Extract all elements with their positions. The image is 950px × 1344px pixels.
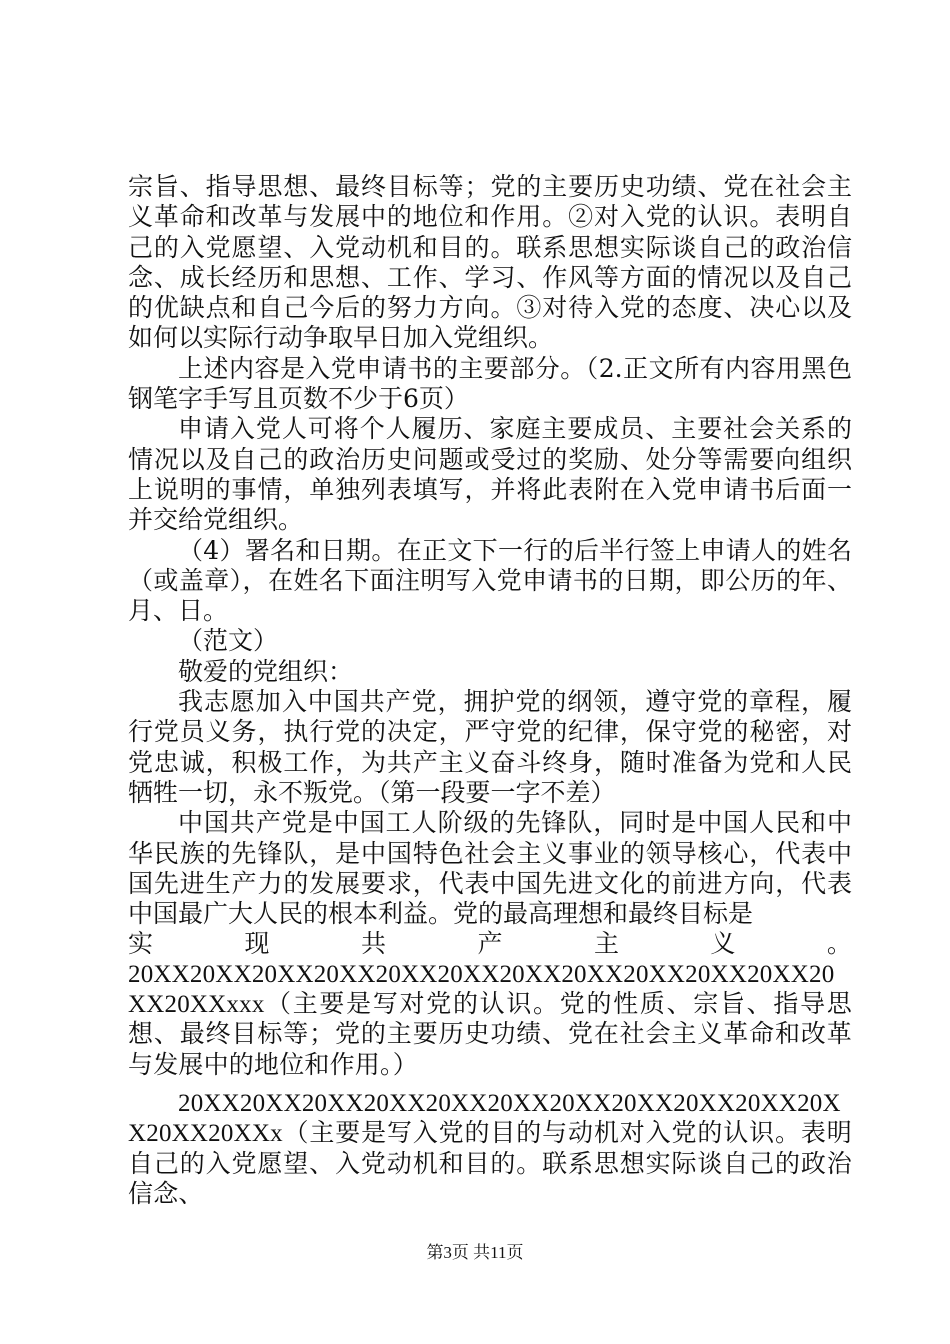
document-body xyxy=(128,172,852,1210)
paragraph-4: （4）署名和日期。在正文下一行的后半行签上申请人的姓名（或盖章），在姓名下面注明写入党申请书的日期，即公历的年、月、日。 xyxy=(128,535,852,626)
spaced-char: 共 xyxy=(360,929,386,959)
paragraph-7: 我志愿加入中国共产党，拥护党的纲领，遵守党的章程，履行党员义务，执行党的决定，严守党的纪律，保守党的秘密，对党忠诚，积极工作，为共产主义奋斗终身，随时准备为党和人民牺牲一切，永不叛党。（第一段要一字不差） xyxy=(128,687,852,807)
spaced-char: 主 xyxy=(593,929,619,959)
spaced-char: 实 xyxy=(128,929,154,959)
paragraph-8-spaced-line xyxy=(128,929,852,959)
paragraph-3: 申请入党人可将个人履历、家庭主要成员、主要社会关系的情况以及自己的政治历史问题或受过的奖励、处分等需要向组织上说明的事情，单独列表填写，并将此表附在入党申请书后面一并交给党组织。 xyxy=(128,414,852,535)
paragraph-1: 宗旨、指导思想、最终目标等；党的主要历史功绩、党在社会主义革命和改革与发展中的地位和作用。②对入党的认识。表明自己的入党愿望、入党动机和目的。联系思想实际谈自己的政治信念、成长经历和思想、工作、学习、作风等方面的情况以及自己的优缺点和自己今后的努力方向。③对待入党的态度、决心以及如何以实际行动争取早日加入党组织。 xyxy=(128,172,852,353)
salutation: 敬爱的党组织： xyxy=(178,656,354,686)
paragraph-8: 中国共产党是中国工人阶级的先锋队，同时是中国人民和中华民族的先锋队，是中国特色社会主义事业的领导核心，代表中国先进生产力的发展要求，代表中国先进文化的前进方向，代表中国最广大人民的根本利益。党的最高理想和最终目标是 xyxy=(128,808,852,929)
spaced-char: 义 xyxy=(710,929,736,959)
paragraph-8-tail: 20XX20XX20XX20XX20XX20XX20XX20XX20XX20XX20XX20XX20XXxxx（主要是写对党的认识。党的性质、宗旨、指导思想、最终目标等；党的主要历史功绩、党在社会主义革命和改革与发展中的地位和作用。） xyxy=(128,960,852,1079)
page-number-footer: 第3页 共11页 xyxy=(426,1243,524,1262)
paragraph-2: 上述内容是入党申请书的主要部分。（2.正文所有内容用黑色钢笔字手写且页数不少于6页） xyxy=(128,353,852,414)
spaced-char: 现 xyxy=(244,929,270,959)
spaced-char: 产 xyxy=(477,929,503,959)
spaced-char: 。 xyxy=(826,929,852,959)
paragraph-9: 20XX20XX20XX20XX20XX20XX20XX20XX20XX20XX20XX20XX20XXx（主要是写入党的目的与动机对入党的认识。表明自己的入党愿望、入党动机和目的。联系思想实际谈自己的政治信念、 xyxy=(128,1089,852,1208)
paragraph-5: （范文） xyxy=(178,626,279,656)
